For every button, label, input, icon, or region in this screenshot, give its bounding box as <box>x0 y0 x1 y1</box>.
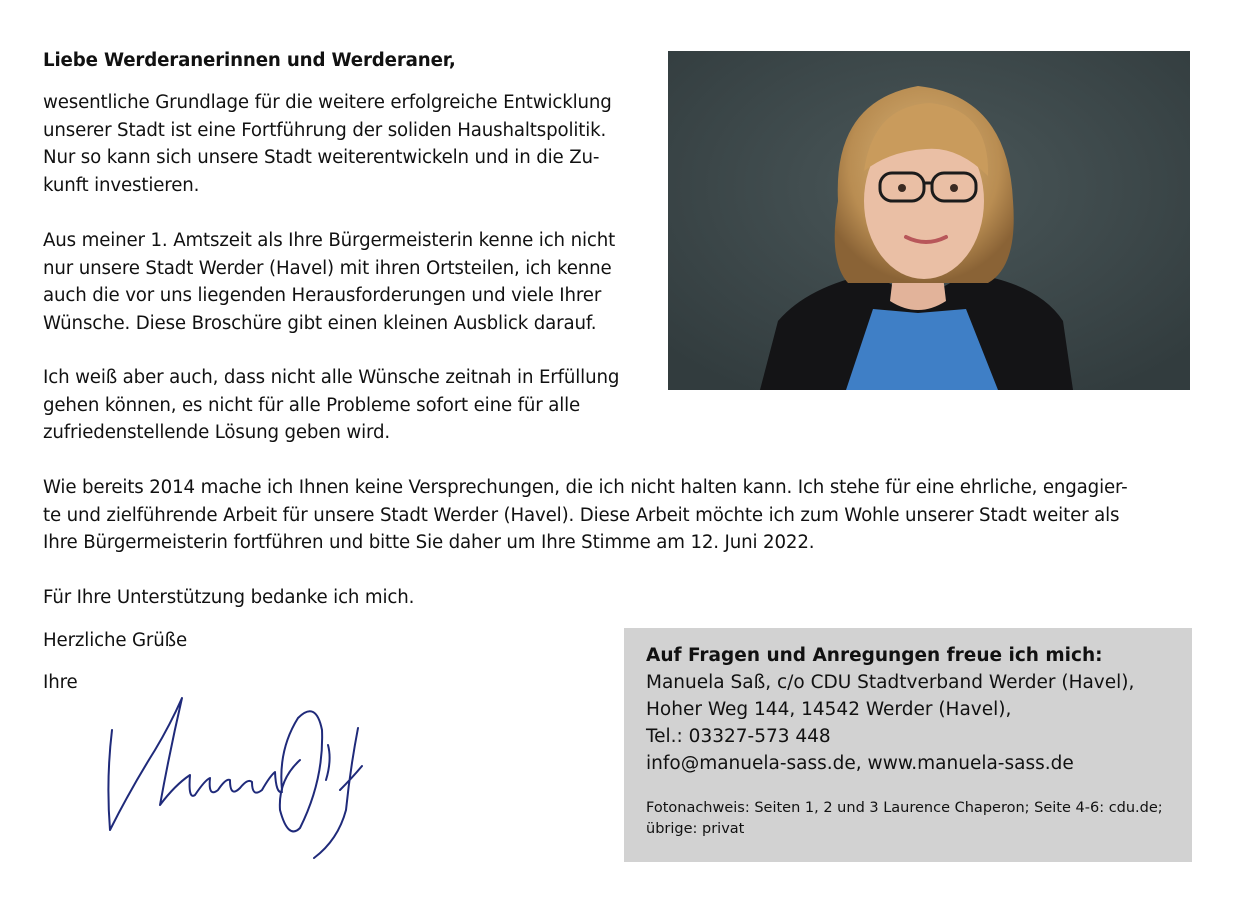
salutation: Liebe Werderanerinnen und Werderaner, <box>43 50 456 71</box>
credit-line: übrige: privat <box>646 821 745 837</box>
text-line: nur unsere Stadt Werder (Havel) mit ihren Ortsteilen, ich kenne <box>43 257 612 279</box>
photo-credits <box>646 798 1170 840</box>
text-line: Ihre Bürgermeisterin fortführen und bitte Sie daher um Ihre Stimme am 12. Juni 2022. <box>43 532 815 553</box>
text-line: wesentliche Grundlage für die weitere erfolgreiche Entwicklung <box>43 92 612 113</box>
text-line: kunft investieren. <box>43 174 200 196</box>
handwritten-signature <box>100 690 370 870</box>
text-line: gehen können, es nicht für alle Probleme sofort eine für alle <box>43 394 581 416</box>
paragraph-wishes <box>43 364 663 447</box>
text-line: unserer Stadt ist eine Fortführung der soliden Haushaltspolitik. <box>43 119 607 141</box>
text-line: te und zielführende Arbeit für unsere Stadt Werder (Havel). Diese Arbeit möchte ich zum Wohle unserer Stadt weiter als <box>43 504 1120 526</box>
portrait-illustration <box>668 51 1190 390</box>
portrait-photo <box>668 51 1190 390</box>
contact-box <box>624 628 1192 862</box>
text-line: Wünsche. Diese Broschüre gibt einen kleinen Ausblick darauf. <box>43 312 597 334</box>
sign-off: Ihre <box>43 672 78 693</box>
contact-address-line: Hoher Weg 144, 14542 Werder (Havel), <box>646 699 1012 720</box>
contact-name-line: Manuela Saß, c/o CDU Stadtverband Werder (Havel), <box>646 672 1135 693</box>
text-line: Ich weiß aber auch, dass nicht alle Wünsche zeitnah in Erfüllung <box>43 367 620 388</box>
contact-phone-line: Tel.: 03327-573 448 <box>646 726 831 747</box>
thanks-line: Für Ihre Unterstützung bedanke ich mich. <box>43 587 415 608</box>
credit-line: Fotonachweis: Seiten 1, 2 und 3 Laurence Chaperon; Seite 4-6: cdu.de; <box>646 800 1163 816</box>
text-line: Wie bereits 2014 mache ich Ihnen keine Versprechungen, die ich nicht halten kann. Ich stehe für eine ehrliche, engagier- <box>43 477 1128 498</box>
text-line: auch die vor uns liegenden Herausforderungen und viele Ihrer <box>43 285 602 306</box>
text-line: zufriedenstellende Lösung geben wird. <box>43 422 391 443</box>
paragraph-promise <box>43 474 1193 557</box>
closing-greeting: Herzliche Grüße <box>43 630 187 651</box>
text-line: Aus meiner 1. Amtszeit als Ihre Bürgermeisterin kenne ich nicht <box>43 230 616 251</box>
text-line: Nur so kann sich unsere Stadt weiterentwickeln und in die Zu- <box>43 147 600 168</box>
contact-web-line: info@manuela-sass.de, www.manuela-sass.de <box>646 753 1074 774</box>
paragraph-term <box>43 227 663 337</box>
paragraph-intro <box>43 89 663 199</box>
contact-heading: Auf Fragen und Anregungen freue ich mich: <box>646 645 1103 666</box>
